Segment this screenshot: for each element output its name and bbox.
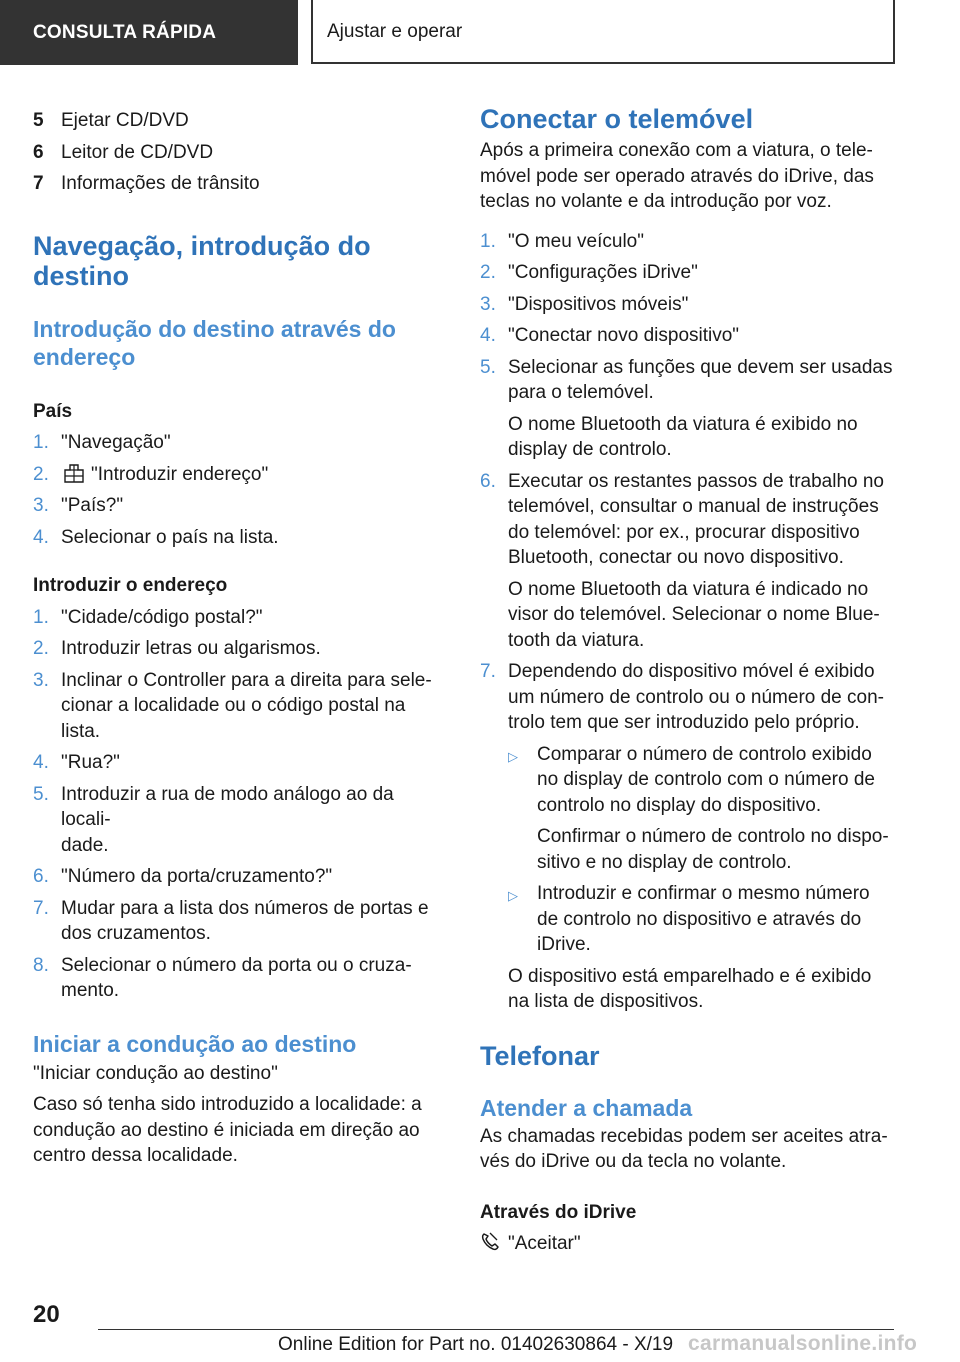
guidance-text: Caso só tenha sido introduzido a localidade: a condução ao destino é iniciada em direção ao centro dessa localidade. (33, 1094, 422, 1166)
navigation-heading (33, 231, 447, 291)
step-number: 6. (33, 866, 49, 887)
bullet-text: Comparar o número de controlo exibido no display de controlo com o número de controlo no display do dispositivo. Confirmar o número de controlo no dispo- sitivo e no display de controlo. (537, 742, 898, 876)
heading-line: destino (33, 260, 130, 291)
item-text: Leitor de CD/DVD (61, 141, 214, 163)
step-number: 7. (33, 897, 49, 919)
list-item (33, 750, 447, 776)
list-item (480, 659, 898, 736)
bullet-item (508, 881, 898, 958)
list-item (33, 896, 447, 947)
step-note: O nome Bluetooth da viatura é indicado no visor do telemóvel. Selecionar o nome Blue- tooth da viatura. (508, 578, 880, 651)
step-number: 1. (33, 606, 49, 628)
step-number: 1. (480, 230, 496, 252)
step-text: "Introduzir endereço" (91, 463, 269, 485)
step-number: 4. (480, 325, 496, 346)
list-item (33, 525, 447, 551)
phone-icon (480, 1231, 500, 1251)
step-number: 2. (33, 638, 49, 659)
step-text: Selecionar o país na lista. (61, 526, 279, 548)
left-column (33, 108, 447, 1169)
step-text: "Conectar novo dispositivo" (508, 325, 740, 346)
step-text: "Cidade/código postal?" (61, 606, 263, 628)
list-item (33, 430, 447, 456)
top-list (33, 108, 447, 197)
list-item (480, 292, 898, 318)
step-number: 3. (480, 293, 496, 315)
list-item (33, 864, 447, 890)
step-number: 6. (480, 470, 496, 492)
list-item (480, 469, 898, 654)
list-item (33, 140, 447, 166)
step-number: 1. (33, 432, 49, 453)
phone-icon-holder (480, 1231, 508, 1259)
telephone-heading: Telefonar (480, 1040, 600, 1071)
page-header (0, 0, 960, 66)
step-text: "Configurações iDrive" (508, 262, 698, 283)
phone-steps (480, 229, 898, 1015)
list-item (480, 260, 898, 286)
step-text: Selecionar o número da porta ou o cruza- mento. (61, 954, 412, 1001)
step-text: Selecionar as funções que devem ser usadas para o telemóvel. O nome Bluetooth da viatura é exibido no display de controlo. (508, 355, 898, 463)
address-entry-heading (33, 315, 447, 371)
triangle-bullet-icon: ▷ (508, 748, 518, 764)
step-text: "O meu veículo" (508, 230, 644, 252)
step-text: Introduzir a rua de modo análogo ao da locali- dade. (61, 783, 394, 856)
page-number: 20 (33, 1301, 60, 1328)
list-item (33, 605, 447, 631)
step-text: Introduzir letras ou algarismos. (61, 638, 321, 659)
country-label: País (33, 400, 73, 422)
step-number: 3. (33, 495, 49, 516)
guidance-menu-item: "Iniciar condução ao destino" (33, 1062, 278, 1084)
start-guidance-heading: Iniciar a condução ao destino (33, 1030, 357, 1057)
list-item (480, 355, 898, 463)
answer-call-heading: Atender a chamada (480, 1094, 693, 1121)
step-number: 5. (33, 783, 49, 805)
heading-line: endereço (33, 343, 136, 370)
list-item (480, 229, 898, 255)
answer-text: As chamadas recebidas podem ser aceites atra- vés do iDrive ou da tecla no volante. (480, 1125, 888, 1172)
step-number: 4. (33, 526, 49, 548)
item-text: Ejetar CD/DVD (61, 110, 189, 131)
edition-text: Online Edition for Part no. 01402630864 - X/19 (278, 1334, 674, 1355)
address-steps (33, 605, 447, 1004)
list-item (33, 493, 447, 519)
step-text: "País?" (61, 495, 124, 516)
quick-reference-tab: CONSULTA RÁPIDA (0, 0, 298, 65)
watermark: carmanualsonline.info (688, 1332, 918, 1355)
list-item (33, 636, 447, 662)
country-steps (33, 430, 447, 550)
item-number: 5 (33, 110, 44, 131)
step-text: Executar os restantes passos de trabalho no telemóvel, consultar o manual de instruções do telemóvel: por ex., procurar dispositivo Bluetooth, conectar ou novo dispositivo. O nome Bluetooth da viatura é indicado no visor do telemóvel. Selecionar o nome Blue- tooth da viatura. (508, 469, 898, 654)
step-text: "Rua?" (61, 752, 120, 773)
step-text: "Dispositivos móveis" (508, 293, 689, 315)
right-column (480, 104, 898, 1259)
list-item (33, 782, 447, 859)
list-item (33, 953, 447, 1004)
bullet-item (508, 742, 898, 876)
step-number: 5. (480, 356, 496, 378)
phone-intro: Após a primeira conexão com a viatura, o tele- móvel pode ser operado através do iDrive, das teclas no volante e da introdução por voz. (480, 140, 874, 212)
step-number: 7. (480, 661, 496, 682)
step-text: "Navegação" (61, 432, 171, 453)
list-item (33, 108, 447, 134)
bullet-text: Introduzir e confirmar o mesmo número de controlo no dispositivo e através do iDrive. (537, 883, 870, 955)
item-text: Informações de trânsito (61, 173, 260, 194)
connect-phone-heading: Conectar o telemóvel (480, 104, 754, 134)
step-text: Mudar para a lista dos números de portas e dos cruzamentos. (61, 897, 429, 944)
idrive-label: Através do iDrive (480, 1201, 637, 1223)
step-number: 2. (480, 262, 496, 283)
step-number: 2. (33, 463, 49, 485)
list-item (33, 462, 447, 488)
item-number: 6 (33, 141, 44, 163)
list-item (33, 171, 447, 197)
item-number: 7 (33, 173, 44, 194)
map-grid-icon (63, 463, 85, 483)
accept-text: "Aceitar" (508, 1233, 581, 1254)
step-number: 3. (33, 669, 49, 691)
step-text: "Número da porta/cruzamento?" (61, 866, 333, 887)
accept-item (480, 1231, 898, 1259)
list-item (33, 668, 447, 745)
step-number: 4. (33, 752, 49, 773)
triangle-bullet-icon: ▷ (508, 888, 518, 903)
step-text: Dependendo do dispositivo móvel é exibido um número de controlo ou o número de con- trolo tem que ser introduzido pelo próprio. (508, 661, 884, 733)
heading-line: Introdução do destino através do (33, 315, 396, 342)
paired-note: O dispositivo está emparelhado e é exibido na lista de dispositivos. (508, 965, 872, 1012)
step-note: O nome Bluetooth da viatura é exibido no display de controlo. (508, 413, 858, 460)
step-text: Inclinar o Controller para a direita para sele- cionar a localidade ou o código postal na lista. (61, 669, 432, 742)
list-item (480, 323, 898, 349)
bullet-note: Confirmar o número de controlo no dispo- sitivo e no display de controlo. (537, 826, 889, 873)
heading-line: Navegação, introdução do (33, 230, 371, 261)
step-number: 8. (33, 954, 49, 976)
section-tab: Ajustar e operar (311, 0, 895, 64)
address-label: Introduzir o endereço (33, 575, 228, 596)
